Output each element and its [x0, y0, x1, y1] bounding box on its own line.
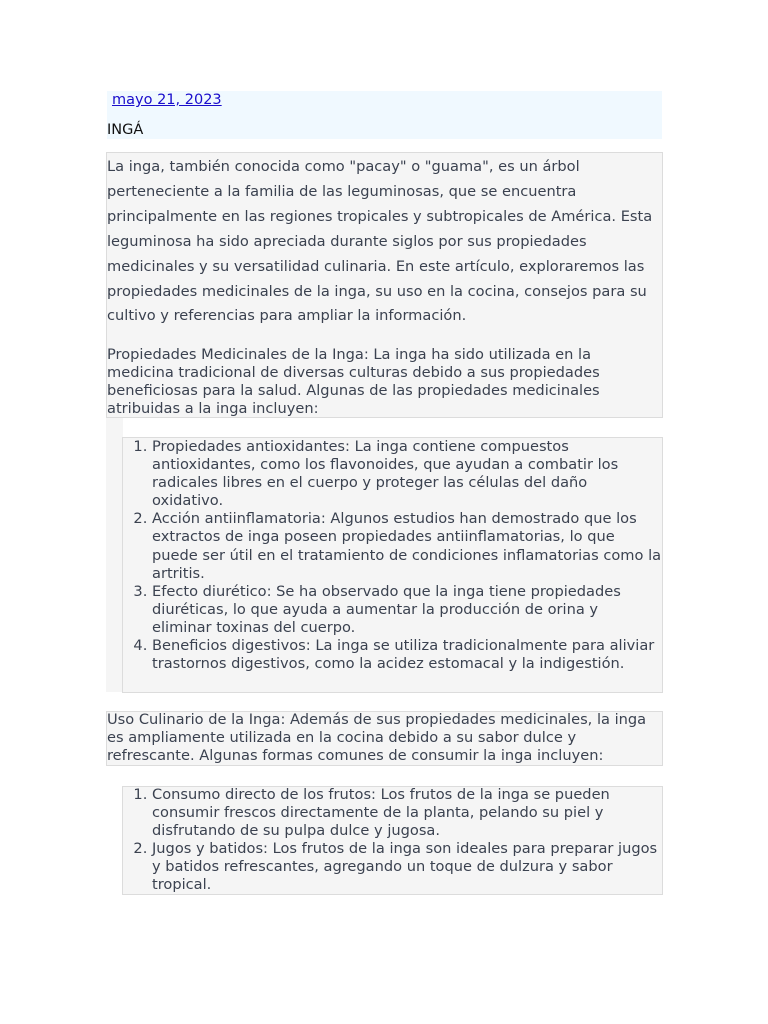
post-date-link[interactable]: mayo 21, 2023	[112, 92, 222, 108]
list-item: 1. Consumo directo de los frutos: Los frutos de la inga se pueden consumir frescos directamente de la planta, pelando su piel y disfrutando de su pulpa dulce y jugosa.	[152, 786, 662, 840]
list-item: 2. Jugos y batidos: Los frutos de la inga son ideales para preparar jugos y batidos refrescantes, agregando un toque de dulzura y sabor tropical.	[152, 840, 662, 894]
list-gutter	[106, 418, 123, 692]
list-item: 3. Efecto diurético: Se ha observado que la inga tiene propiedades diuréticas, lo que ayuda a aumentar la producción de orina y eliminar toxinas del cuerpo.	[152, 583, 662, 637]
list-item: 1. Propiedades antioxidantes: La inga contiene compuestos antioxidantes, como los flavonoides, que ayudan a combatir los radicales libres en el cuerpo y proteger las células del daño oxidativo.	[152, 438, 662, 510]
culinary-paragraph: Uso Culinario de la Inga: Además de sus propiedades medicinales, la inga es ampliamente utilizada en la cocina debido a su sabor dulce y refrescante. Algunas formas comunes de consumir la inga incluyen:	[107, 711, 647, 765]
culinary-list	[123, 786, 662, 895]
intro-paragraph: La inga, también conocida como "pacay" o "guama", es un árbol perteneciente a la familia de las leguminosas, que se encuentra principalmente en las regiones tropicales y subtropicales de América. Esta leguminosa ha sido apreciada durante siglos por sus propiedades medicinales y su versatilidad culinaria. En este artículo, exploraremos las propiedades medicinales de la inga, su uso en la cocina, consejos para su cultivo y referencias para ampliar la información.	[107, 158, 653, 325]
post-title: INGÁ	[107, 122, 144, 138]
medicinal-list	[123, 438, 662, 673]
list-item: 2. Acción antiinflamatoria: Algunos estudios han demostrado que los extractos de inga poseen propiedades antiinflamatorias, lo que puede ser útil en el tratamiento de condiciones inflamatorias como la artritis.	[152, 510, 662, 582]
list-item: 4. Beneficios digestivos: La inga se utiliza tradicionalmente para aliviar trastornos digestivos, como la acidez estomacal y la indigestión.	[152, 637, 662, 673]
medicinal-paragraph: Propiedades Medicinales de la Inga: La inga ha sido utilizada en la medicina tradicional de diversas culturas debido a sus propiedades beneficiosas para la salud. Algunas de las propiedades medicinales atribuidas a la inga incluyen:	[107, 346, 600, 418]
